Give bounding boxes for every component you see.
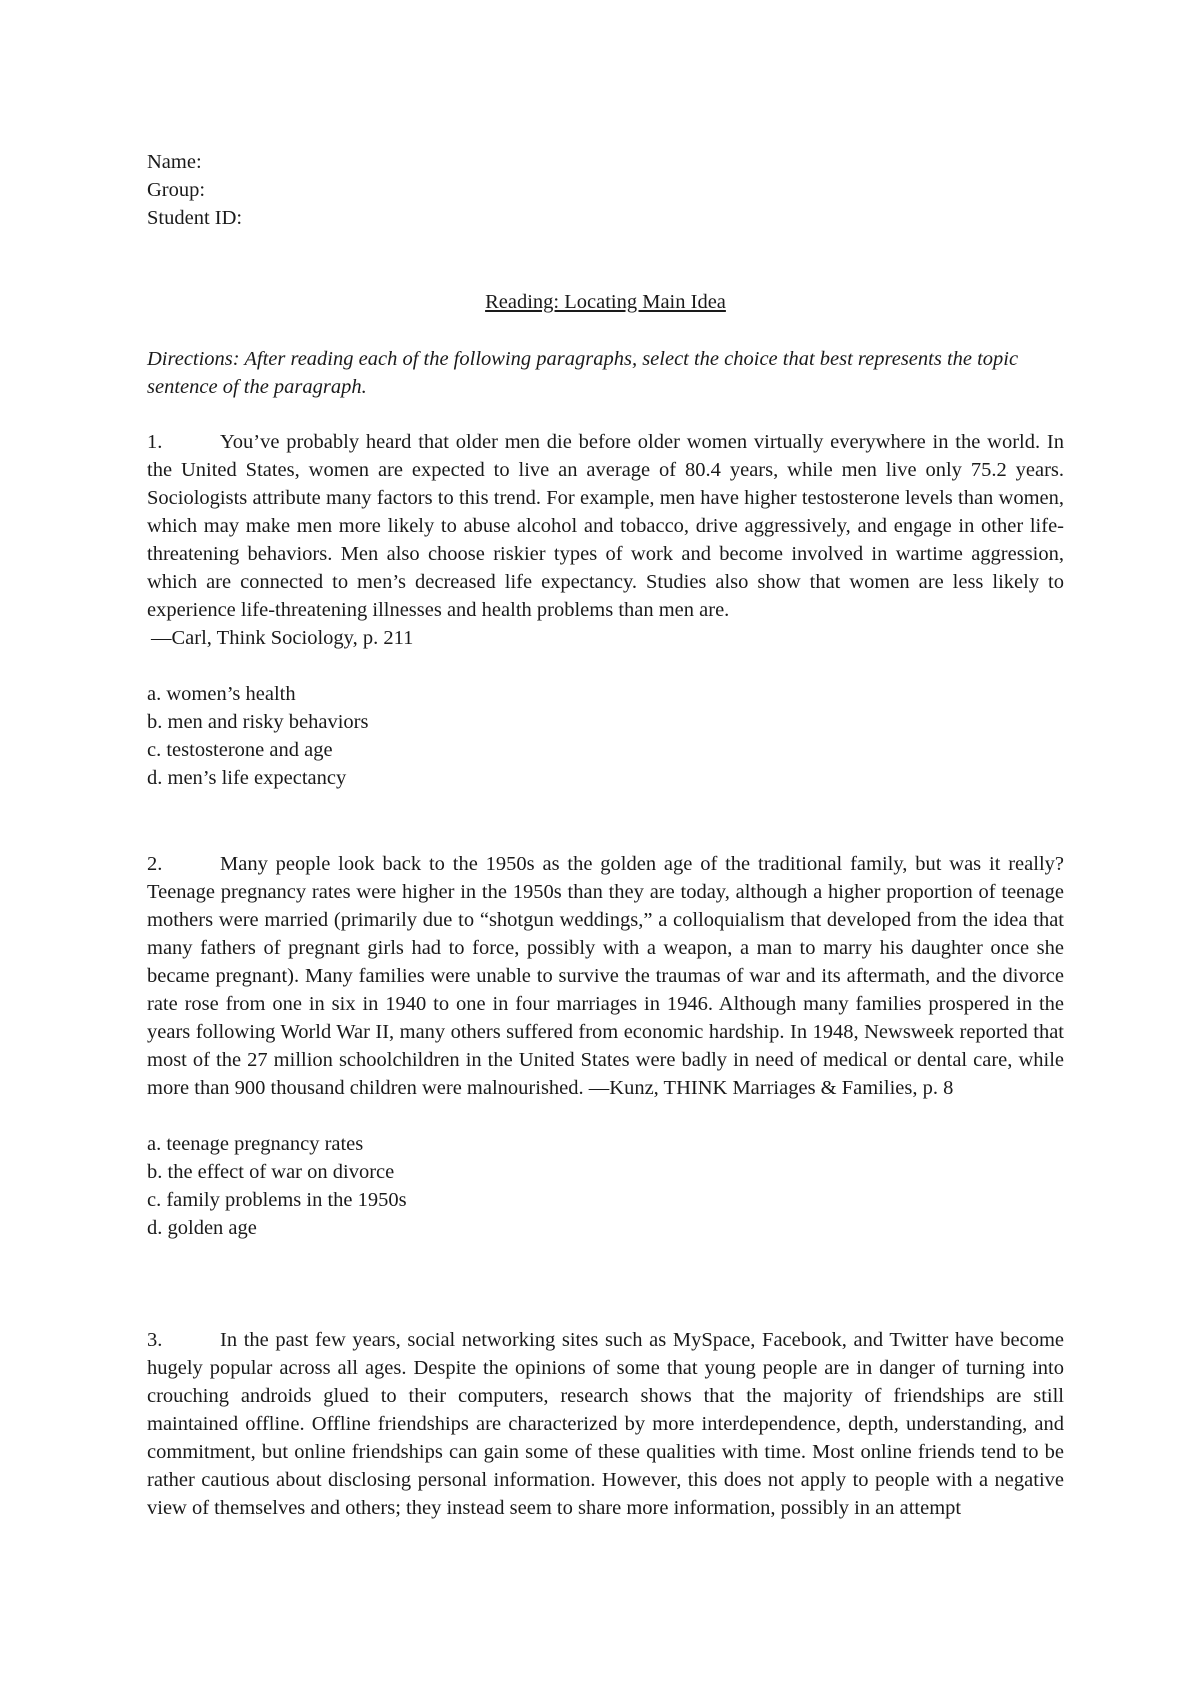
question-1-paragraph [147,428,1064,624]
question-1-option-d[interactable]: d. men’s life expectancy [147,767,347,789]
question-3-text: In the past few years, social networking sites such as MySpace, Facebook, and Twitter have become hugely popular across all ages. Despite the opinions of some that young people are in danger of turning into crouching androids glued to their computers, research shows that the majority of friendships are still maintained offline. Offline friendships are characterized by more interdependence, depth, understanding, and commitment, but online friendships can gain some of these qualities with time. Most online friends tend to be rather cautious about disclosing personal information. However, this does not apply to people with a negative view of themselves and others; they instead seem to share more information, possibly in an attempt [147,1329,1064,1519]
question-1-text: You’ve probably heard that older men die before older women virtually everywhere in the world. In the United States, women are expected to live an average of 80.4 years, while men live only 75.2 years. Sociologists attribute many factors to this trend. For example, men have higher testosterone levels than women, which may make men more likely to abuse alcohol and tobacco, drive aggressively, and engage in other life-threatening behaviors. Men also choose riskier types of work and become involved in wartime aggression, which are connected to men’s decreased life expectancy. Studies also show that women are less likely to experience life-threatening illnesses and health problems than men are. [147,431,1064,621]
student-header [147,148,242,232]
group-label: Group: [147,179,206,201]
question-1 [147,428,1064,792]
question-2-options [147,1130,1064,1242]
question-3-paragraph [147,1326,1064,1522]
question-1-source: —Carl, Think Sociology, p. 211 [151,627,414,649]
question-1-option-c[interactable]: c. testosterone and age [147,739,333,761]
question-1-option-b[interactable]: b. men and risky behaviors [147,711,369,733]
directions-text: Directions: After reading each of the following paragraphs, select the choice that best represents the topic sentence of the paragraph. [147,348,1019,398]
question-2-text: Many people look back to the 1950s as the golden age of the traditional family, but was it really? Teenage pregnancy rates were higher in the 1950s than they are today, although a higher proportion of teenage mothers were married (primarily due to “shotgun weddings,” a colloquialism that developed from the idea that many fathers of pregnant girls had to force, possibly with a weapon, a man to marry his daughter once she became pregnant). Many families were unable to survive the traumas of war and its aftermath, and the divorce rate rose from one in six in 1940 to one in four marriages in 1946. Although many families prospered in the years following World War II, many others suffered from economic hardship. In 1948, Newsweek reported that most of the 27 million schoolchildren in the United States were badly in need of medical or dental care, while more than 900 thousand children were malnourished. —Kunz, THINK Marriages & Families, p. 8 [147,853,1064,1099]
page-title: Reading: Locating Main Idea [485,291,726,313]
question-2-paragraph [147,850,1064,1102]
question-3 [147,1326,1064,1522]
name-label: Name: [147,151,202,173]
question-2-number: 2. [147,853,163,875]
question-2-option-c[interactable]: c. family problems in the 1950s [147,1189,407,1211]
question-1-options [147,680,1064,792]
question-3-number: 3. [147,1329,163,1351]
question-2-option-a[interactable]: a. teenage pregnancy rates [147,1133,364,1155]
question-2-option-d[interactable]: d. golden age [147,1217,257,1239]
student-id-label: Student ID: [147,207,243,229]
question-2-option-b[interactable]: b. the effect of war on divorce [147,1161,395,1183]
question-2 [147,850,1064,1242]
question-1-option-a[interactable]: a. women’s health [147,683,296,705]
question-1-number: 1. [147,431,163,453]
